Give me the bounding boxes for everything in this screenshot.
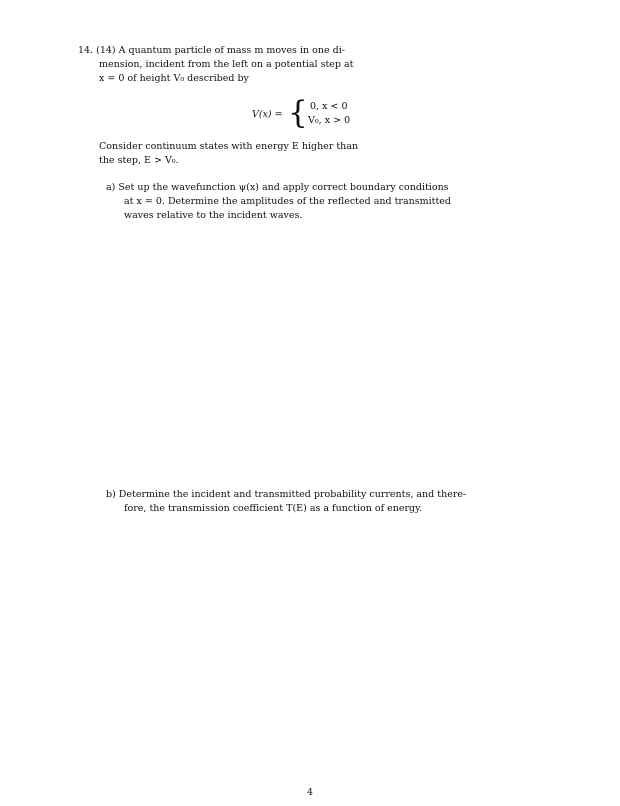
- page-number: 4: [306, 787, 314, 798]
- problem-statement: [78, 44, 378, 86]
- equation-case-2: V₀, x > 0: [308, 115, 351, 126]
- part-a-line-3: waves relative to the incident waves.: [124, 210, 303, 221]
- equation-case-1: 0, x < 0: [310, 101, 348, 112]
- problem-line-3: x = 0 of height V₀ described by: [99, 73, 249, 84]
- part-b: [106, 488, 486, 516]
- part-a-line-1: a) Set up the wavefunction ψ(x) and apply correct boundary conditions: [106, 182, 449, 193]
- consider-line-1: Consider continuum states with energy E higher than: [99, 141, 359, 152]
- part-b-line-2: fore, the transmission coefficient T(E) as a function of energy.: [124, 503, 423, 514]
- problem-line-2: mension, incident from the left on a potential step at: [99, 59, 354, 70]
- part-b-line-1: b) Determine the incident and transmitted probability currents, and there-: [106, 489, 467, 500]
- consider-paragraph: [99, 140, 399, 168]
- problem-line-1: 14. (14) A quantum particle of mass m moves in one di-: [78, 45, 345, 56]
- part-a-line-2: at x = 0. Determine the amplitudes of the reflected and transmitted: [124, 196, 452, 207]
- part-a: [106, 181, 486, 223]
- equation-brace: {: [288, 95, 308, 131]
- potential-equation: [252, 95, 372, 131]
- consider-line-2: the step, E > V₀.: [99, 155, 179, 166]
- equation-lhs: V(x) =: [252, 109, 283, 120]
